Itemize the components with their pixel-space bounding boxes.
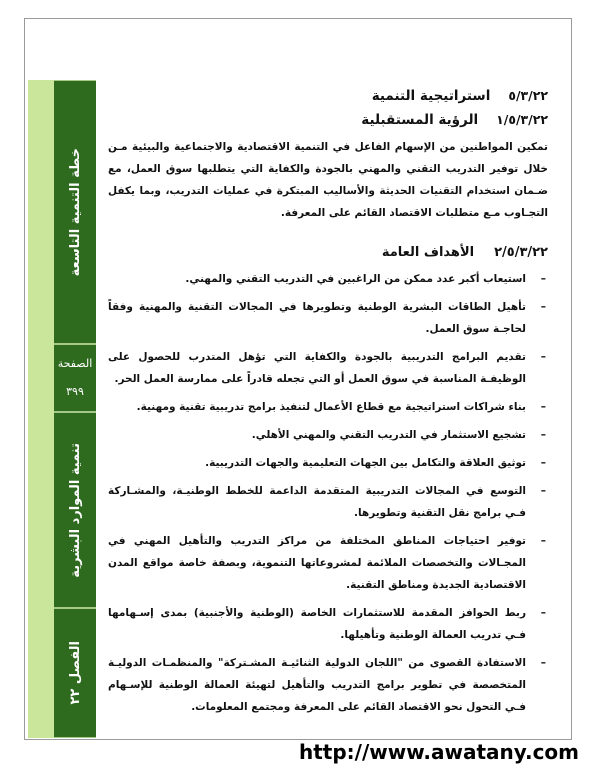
list-bullet: – — [540, 351, 546, 363]
list-bullet: – — [540, 401, 546, 413]
sidebar-topic-box — [54, 412, 96, 608]
goal-text: الاستفادة القصوى من "اللجان الدولية الثنائيـة المشـتركة" والمنظمـات الدوليـة المتخصصة في تطوير برامج التدريب والتأهيل لتهيئة العمالة الوطنية للإسـهام فـي التحول نحو الاقتصاد القائم على المعرفة ومجتمع المعلومات. — [108, 657, 526, 713]
sidebar-plan-box — [54, 80, 96, 344]
page-number: ٣٩٩ — [66, 385, 84, 398]
list-bullet: – — [540, 301, 546, 313]
goals-title: الأهداف العامة — [381, 245, 475, 260]
goal-text: بناء شراكات استراتيجية مع قطاع الأعمال لتنفيذ برامج تدريبية تقنية ومهنية. — [136, 401, 526, 413]
list-item — [108, 296, 548, 340]
strategy-title: استراتيجية التنمية — [371, 88, 491, 104]
chapter-label: الفصل ٢٢ — [67, 641, 83, 705]
vision-paragraph: تمكين المواطنين من الإسهام الفاعل في التنمية الاقتصادية والاجتماعية والبيئية مـن خلال توفير التدريب التقني والمهني بالجودة والكفاية التي يتطلبها سوق العمل، مع ضـمان استخدام التقنيات الحديثة والأساليب المبتكرة في عمليات التدريب، وبما يكفل التجـاوب مـع متطلبات الاقتصاد القائم على المعرفة. — [108, 141, 548, 219]
list-item — [108, 268, 548, 290]
strategy-number: ٥/٣/٢٢ — [508, 88, 548, 103]
list-item — [108, 652, 548, 718]
footer-url[interactable]: http://www.awatany.com — [298, 740, 579, 764]
goal-text: ربط الحوافز المقدمة للاستثمارات الخاصة (الوطنية والأجنبية) بمدى إسـهامها فـي تدريب العمالة الوطنية وتأهيلها. — [108, 607, 526, 641]
sidebar-chapter-box — [54, 608, 96, 738]
list-bullet: – — [540, 657, 546, 669]
goals-heading — [108, 242, 548, 264]
plan-title: خطة التنمية التاسعة — [67, 147, 83, 277]
list-item — [108, 602, 548, 646]
list-bullet: – — [540, 607, 546, 619]
goal-text: تأهيل الطاقات البشرية الوطنية وتطويرها في المجالات التقنية والمهنية وفقاً لحاجـة سوق العمل. — [108, 301, 526, 335]
goal-text: تشجيع الاستثمار في التدريب التقني والمهني الأهلي. — [251, 429, 526, 441]
list-item — [108, 346, 548, 390]
list-item — [108, 452, 548, 474]
page-number-box — [54, 344, 96, 412]
vision-heading — [108, 110, 548, 130]
list-bullet: – — [540, 429, 546, 441]
list-item — [108, 530, 548, 596]
goal-text: استيعاب أكبر عدد ممكن من الراغبين في التدريب التقني والمهني. — [185, 273, 526, 285]
list-item — [108, 424, 548, 446]
goals-list — [108, 268, 548, 718]
goals-number: ٢/٥/٣/٢٢ — [494, 245, 548, 260]
list-bullet: – — [540, 273, 546, 285]
sidebar-light-strip — [28, 80, 54, 738]
goal-text: توفير احتياجات المناطق المختلفة من مراكز التدريب والتأهيل المهني في المجـالات والتخصصات الملائمة لمشروعاتها التنموية، وبصفة خاصة مواقع المدن الاقتصادية الجديدة ومناطق التقنية. — [108, 535, 526, 591]
main-content — [108, 86, 548, 724]
list-item — [108, 480, 548, 524]
topic-title: تنمية الموارد البشرية — [67, 442, 83, 578]
goal-text: التوسع في المجالات التدريبية المتقدمة الداعمة للخطط الوطنيـة، والمشـاركة فـي برامج نقل التقنية وتطويرها. — [108, 485, 526, 519]
list-bullet: – — [540, 457, 546, 469]
page-label: الصفحة — [57, 357, 93, 370]
list-bullet: – — [540, 485, 546, 497]
goal-text: تقديم البرامج التدريبية بالجودة والكفاية التي تؤهل المتدرب للحصول على الوظيفـة المناسبة في سوق العمل أو التي تجعله قادراً على ممارسة العمل الحر. — [108, 351, 526, 385]
list-bullet: – — [540, 535, 546, 547]
vision-title: الرؤية المستقبلية — [361, 112, 479, 128]
strategy-heading — [108, 86, 548, 106]
list-item — [108, 396, 548, 418]
vision-number: ١/٥/٣/٢٢ — [496, 112, 548, 127]
goal-text: توثيق العلاقة والتكامل بين الجهات التعليمية والجهات التدريبية. — [205, 457, 526, 469]
